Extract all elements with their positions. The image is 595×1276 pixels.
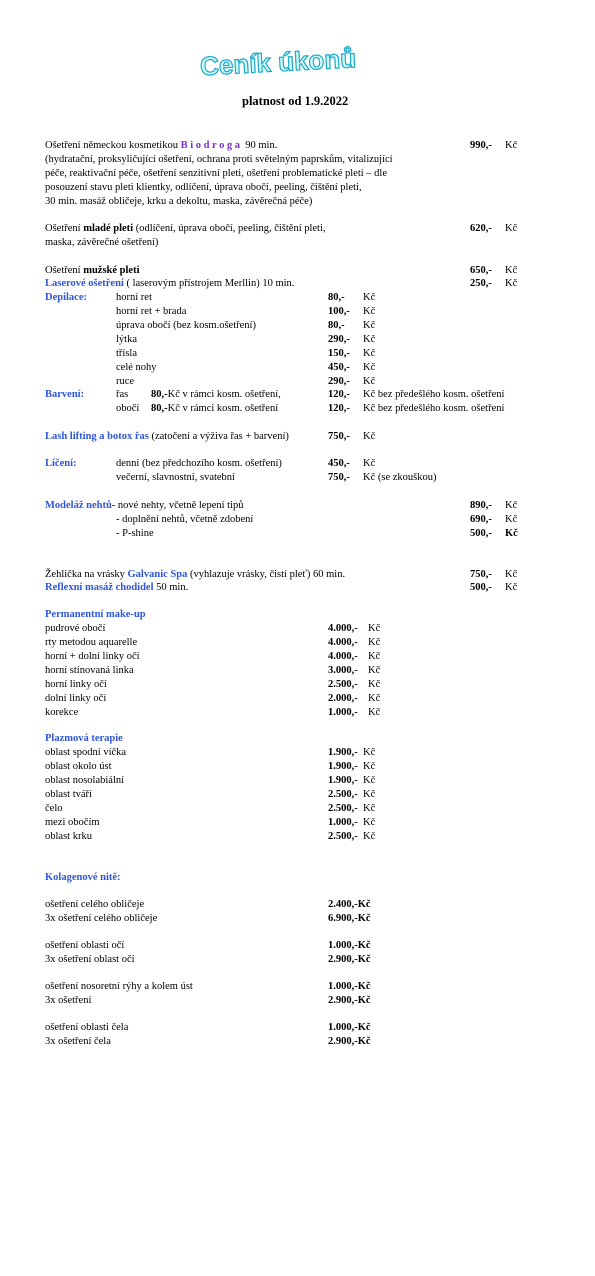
depilace-item-price: 450,- [328, 362, 350, 373]
kolagen-item-name: 3x ošetření [45, 995, 92, 1006]
biodroga-currency: Kč [505, 140, 518, 151]
pmu-item-name: horní + dolní linky očí [45, 651, 140, 662]
liceni-row-2-price: 750,- [328, 472, 350, 483]
kolagen-item-price: 2.900,-Kč [328, 1036, 371, 1047]
depilace-item-currency: Kč [363, 362, 376, 373]
depilace-item-currency: Kč [363, 376, 376, 387]
plazma-item-currency: Kč [363, 789, 376, 800]
plazma-item-currency: Kč [363, 831, 376, 842]
biodroga-price: 990,- [470, 140, 492, 151]
lash-price: 750,- [328, 431, 350, 442]
young-currency: Kč [505, 223, 518, 234]
pmu-item-price: 2.500,- [328, 679, 358, 690]
nehty-row-1-currency: Kč [505, 500, 518, 511]
kolagen-item-name: 3x ošetření celého obličeje [45, 913, 158, 924]
nehty-row-3-currency: Kč [505, 528, 518, 539]
depilace-item-currency: Kč [363, 292, 376, 303]
barveni-row-2-currency: Kč bez předešlého kosm. ošetření [363, 403, 505, 414]
plazma-item-price: 1.900,- [328, 761, 358, 772]
nehty-row-2-name: - doplnění nehtů, včetně zdobení [116, 514, 254, 525]
male-currency: Kč [505, 265, 518, 276]
young-desc: maska, závěrečné ošetření) [45, 237, 159, 248]
nehty-row-1-price: 890,- [470, 500, 492, 511]
barveni-row-1-price: 120,- [328, 389, 350, 400]
plazma-item-name: oblast tváří [45, 789, 92, 800]
depilace-item-price: 150,- [328, 348, 350, 359]
male-price: 650,- [470, 265, 492, 276]
liceni-row-1-name: denní (bez předchozího kosm. ošetření) [116, 458, 282, 469]
nehty-row-2-price: 690,- [470, 514, 492, 525]
plazma-item-name: oblast okolo úst [45, 761, 112, 772]
kolagen-item-name: ošetření oblasti čela [45, 1022, 129, 1033]
pmu-item-price: 3.000,- [328, 665, 358, 676]
page-title [190, 38, 410, 82]
laser-price: 250,- [470, 278, 492, 289]
kolagen-item-name: 3x ošetření čela [45, 1036, 111, 1047]
depilace-item-name: celé nohy [116, 362, 157, 373]
kolagen-item-price: 1.000,-Kč [328, 940, 371, 951]
biodroga-title: Ošetření německou kosmetikou Biodroga 90 min. [45, 140, 278, 151]
depilace-item-price: 290,- [328, 334, 350, 345]
plazma-item-price: 2.500,- [328, 789, 358, 800]
nehty-row-3-name: - P-shine [116, 528, 154, 539]
young-title: Ošetření mladé pleti (odlíčení, úprava obočí, peeling, čištění pleti, [45, 223, 326, 234]
kolagen-item-price: 2.400,-Kč [328, 899, 371, 910]
reflex-price: 500,- [470, 582, 492, 593]
nehty-row-2-currency: Kč [505, 514, 518, 525]
barveni-label: Barvení: [45, 389, 85, 400]
depilace-item-name: lýtka [116, 334, 137, 345]
plazma-item-currency: Kč [363, 803, 376, 814]
kolagen-item-price: 1.000,-Kč [328, 981, 371, 992]
plazma-item-currency: Kč [363, 817, 376, 828]
plazma-item-name: oblast krku [45, 831, 92, 842]
biodroga-desc-3: posouzení stavu pleti klientky, odlíčení, úprava obočí, peeling, čištění pleti, [45, 182, 362, 193]
lash-title: Lash lifting a botox řas (zatočení a výživa řas + barvení) [45, 431, 289, 442]
pmu-label: Permanentní make-up [45, 609, 146, 620]
depilace-item-name: horní ret + brada [116, 306, 187, 317]
pmu-item-price: 4.000,- [328, 651, 358, 662]
depilace-item-name: třísla [116, 348, 137, 359]
laser-title: Laserové ošetření ( laserovým přístrojem Merllin) 10 min. [45, 278, 295, 289]
kolagen-item-name: ošetření nosoretní rýhy a kolem úst [45, 981, 193, 992]
page-title-text: Ceník úkonů [199, 43, 357, 82]
kolagen-item-name: 3x ošetření oblast očí [45, 954, 135, 965]
depilace-item-name: úprava obočí (bez kosm.ošetření) [116, 320, 256, 331]
pmu-item-currency: Kč [368, 693, 381, 704]
kolagen-item-name: ošetření celého obličeje [45, 899, 145, 910]
male-title: Ošetření mužské pleti [45, 265, 140, 276]
depilace-item-name: ruce [116, 376, 135, 387]
depilace-item-name: horní ret [116, 292, 152, 303]
liceni-row-1-currency: Kč [363, 458, 376, 469]
plazma-item-currency: Kč [363, 747, 376, 758]
pmu-item-name: horní stínovaná linka [45, 665, 134, 676]
kolagen-item-price: 2.900,-Kč [328, 954, 371, 965]
plazma-item-price: 1.900,- [328, 747, 358, 758]
reflex-currency: Kč [505, 582, 518, 593]
lash-currency: Kč [363, 431, 376, 442]
plazma-item-price: 2.500,- [328, 831, 358, 842]
barveni-row-2-inner: 80,-Kč v rámci kosm. ošetření [151, 403, 279, 414]
pmu-item-name: pudrové obočí [45, 623, 106, 634]
kolagen-item-name: ošetření oblasti očí [45, 940, 125, 951]
biodroga-brand: Biodroga [180, 140, 243, 151]
plazma-item-currency: Kč [363, 775, 376, 786]
kolagen-item-price: 6.900,-Kč [328, 913, 371, 924]
plazma-item-name: čelo [45, 803, 63, 814]
plazma-item-price: 2.500,- [328, 803, 358, 814]
plazma-item-currency: Kč [363, 761, 376, 772]
biodroga-desc-1: (hydratační, proksyličující ošetření, ochrana proti světelným paprskům, vitalizující [45, 154, 393, 165]
biodroga-desc-4: 30 min. masáž obličeje, krku a dekoltu, maska, závěrečná péče) [45, 196, 313, 207]
pmu-item-currency: Kč [368, 623, 381, 634]
depilace-item-price: 290,- [328, 376, 350, 387]
galvanic-title: Žehlička na vrásky Galvanic Spa (vyhlazuje vrásky, čistí pleť) 60 min. [45, 569, 346, 580]
pmu-item-name: korekce [45, 707, 79, 718]
galvanic-currency: Kč [505, 569, 518, 580]
barveni-row-1-name: řas [116, 389, 129, 400]
pmu-item-currency: Kč [368, 651, 381, 662]
depilace-item-price: 80,- [328, 292, 345, 303]
depilace-item-currency: Kč [363, 306, 376, 317]
pmu-item-price: 4.000,- [328, 637, 358, 648]
nehty-row-3-price: 500,- [470, 528, 492, 539]
barveni-row-1-inner: 80,-Kč v rámci kosm. ošetření, [151, 389, 281, 400]
depilace-item-currency: Kč [363, 348, 376, 359]
plazma-item-name: oblast nosolabiální [45, 775, 125, 786]
plazma-label: Plazmová terapie [45, 733, 123, 744]
young-price: 620,- [470, 223, 492, 234]
depilace-label: Depilace: [45, 292, 87, 303]
depilace-item-currency: Kč [363, 334, 376, 345]
nehty-row-1: Modeláž nehtů- nové nehty, včetně lepení tipů [45, 500, 244, 511]
pmu-item-price: 1.000,- [328, 707, 358, 718]
pmu-item-currency: Kč [368, 679, 381, 690]
depilace-item-currency: Kč [363, 320, 376, 331]
pmu-item-name: horní linky očí [45, 679, 107, 690]
pmu-item-currency: Kč [368, 637, 381, 648]
pmu-item-price: 2.000,- [328, 693, 358, 704]
liceni-row-2-currency: Kč (se zkouškou) [363, 472, 437, 483]
reflex-title: Reflexní masáž chodidel 50 min. [45, 582, 189, 593]
depilace-item-price: 80,- [328, 320, 345, 331]
biodroga-desc-2: péče, reaktivační péče, ošetření senzitivní pleti, ošetření problematické pleti – dle [45, 168, 387, 179]
barveni-row-1-currency: Kč bez předešlého kosm. ošetření [363, 389, 505, 400]
plazma-item-price: 1.900,- [328, 775, 358, 786]
kolagen-item-price: 2.900,-Kč [328, 995, 371, 1006]
liceni-label: Líčení: [45, 458, 77, 469]
liceni-row-1-price: 450,- [328, 458, 350, 469]
pmu-item-name: rty metodou aquarelle [45, 637, 138, 648]
pmu-item-price: 4.000,- [328, 623, 358, 634]
validity-date: platnost od 1.9.2022 [242, 94, 349, 108]
pmu-item-currency: Kč [368, 665, 381, 676]
kolagen-label: Kolagenové nitě: [45, 872, 121, 883]
pmu-item-name: dolní linky očí [45, 693, 107, 704]
plazma-item-name: oblast spodní víčka [45, 747, 127, 758]
kolagen-item-price: 1.000,-Kč [328, 1022, 371, 1033]
plazma-item-price: 1.000,- [328, 817, 358, 828]
barveni-row-2-name: obočí [116, 403, 140, 414]
liceni-row-2-name: večerní, slavnostní, svatební [116, 472, 235, 483]
pmu-item-currency: Kč [368, 707, 381, 718]
depilace-item-price: 100,- [328, 306, 350, 317]
plazma-item-name: mezi obočím [45, 817, 100, 828]
laser-currency: Kč [505, 278, 518, 289]
galvanic-price: 750,- [470, 569, 492, 580]
barveni-row-2-price: 120,- [328, 403, 350, 414]
